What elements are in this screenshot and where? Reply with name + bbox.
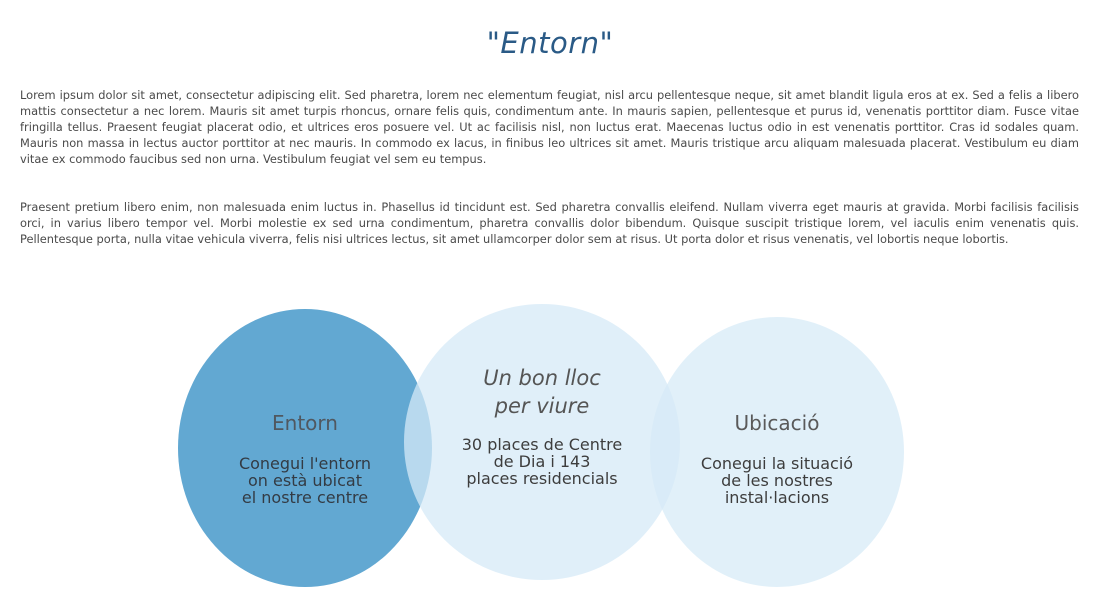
circle-bon-lloc-line-1: 30 places de Centre — [461, 435, 623, 454]
page-title: "Entorn" — [486, 26, 614, 60]
circle-ubicacio-line-1: Conegui la situació — [700, 454, 854, 473]
circle-bon-lloc-line-2: de Dia i 143 — [493, 452, 591, 471]
circle-entorn-line-3: el nostre centre — [241, 488, 369, 507]
circle-entorn-heading: Entorn — [272, 411, 338, 435]
circle-ubicacio-heading: Ubicació — [734, 411, 820, 435]
circle-bon-lloc[interactable] — [404, 304, 680, 580]
circle-bon-lloc-heading-line-2: per viure — [494, 394, 590, 418]
circle-ubicacio-text — [650, 455, 904, 506]
circle-entorn-line-1: Conegui l'entorn — [238, 454, 372, 473]
intro-paragraph-1: Lorem ipsum dolor sit amet, consectetur adipiscing elit. Sed pharetra, lorem nec elementum feugiat, nisl arcu pellentesque neque, sit amet blandit ligula eros at ex. Sed a felis a libero mattis consectetur a nec lorem. Mauris sit amet turpis rhoncus, ornare felis quis, condimentum ante. In mauris sapien, pellentesque et purus id, venenatis porttitor diam. Fusce vitae fringilla tellus. Praesent feugiat placerat odio, et ultrices eros posuere vel. Ut ac facilisis nisl, non luctus erat. Maecenas luctus odio in est venenatis porttitor. Cras id sodales quam. Mauris non massa in lectus auctor porttitor at nec mauris. In commodo ex lacus, in finibus leo ultrices sit amet. Mauris tristique arcu aliquam malesuada placerat. Vestibulum eu diam vitae ex commodo faucibus sed non urna. Vestibulum feugiat vel sem eu tempus. — [20, 88, 1079, 166]
circle-bon-lloc-line-3: places residencials — [466, 469, 618, 488]
circle-bon-lloc-heading-line-1: Un bon lloc — [483, 366, 601, 390]
circle-bon-lloc-heading — [404, 364, 680, 420]
circle-entorn-line-2: on està ubicat — [248, 471, 362, 490]
circle-entorn[interactable] — [178, 309, 432, 587]
circle-ubicacio-line-3: instal·lacions — [724, 488, 830, 507]
circle-ubicacio-line-2: de les nostres — [721, 471, 833, 490]
intro-paragraph-2: Praesent pretium libero enim, non malesuada enim luctus in. Phasellus id tincidunt est. Sed pharetra convallis eleifend. Nullam viverra eget mauris at gravida. Morbi facilisis facilisis orci, in varius libero tempor vel. Morbi molestie ex sed urna condimentum, pharetra convallis dolor bibendum. Quisque suscipit tristique lorem, vel iaculis enim venenatis quis. Pellentesque porta, nulla vitae vehicula viverra, felis nisi ultrices lectus, sit amet ullamcorper dolor sem at risus. Ut porta dolor et risus venenatis, vel lobortis neque lobortis. — [20, 200, 1079, 246]
circle-ubicacio[interactable] — [650, 317, 904, 587]
circle-entorn-text — [178, 455, 432, 506]
circle-bon-lloc-text — [404, 436, 680, 487]
